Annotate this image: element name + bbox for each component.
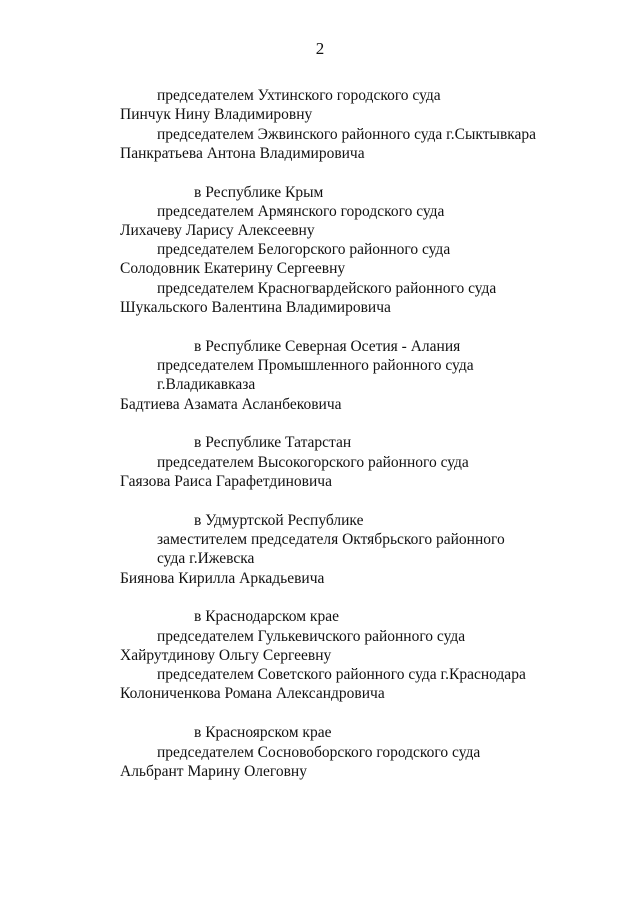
court-post-line: председателем Высокогорского районного суда: [157, 454, 469, 471]
court-post-line: председателем Гулькевичского районного суда: [157, 628, 466, 645]
appointee-name-line: Солодовник Екатерину Сергеевну: [120, 260, 346, 277]
court-post-line: г.Владикавказа: [157, 376, 256, 393]
court-post-line: председателем Армянского городского суда: [157, 203, 445, 220]
appointee-name-line: Хайрутдинову Ольгу Сергеевну: [120, 647, 332, 664]
region-heading: в Республике Северная Осетия - Алания: [194, 338, 461, 355]
court-post-line: председателем Белогорского районного суда: [157, 241, 451, 258]
region-heading: в Краснодарском крае: [194, 608, 339, 625]
appointee-name-line: Панкратьева Антона Владимировича: [120, 145, 365, 162]
appointee-name-line: Пинчук Нину Владимировну: [120, 106, 313, 123]
region-heading: в Республике Крым: [194, 184, 324, 201]
appointee-name-line: Альбрант Марину Олеговну: [120, 763, 307, 780]
region-heading: в Удмуртской Республике: [194, 512, 364, 529]
court-post-line: председателем Ухтинского городского суда: [157, 87, 441, 104]
region-heading: в Красноярском крае: [194, 724, 332, 741]
appointee-name-line: Шукальского Валентина Владимировича: [120, 299, 391, 316]
page-number: 2: [315, 39, 325, 58]
court-post-line: председателем Советского районного суда г.Краснодара: [157, 666, 526, 683]
court-post-line: председателем Красногвардейского районного суда: [157, 280, 497, 297]
appointee-name-line: Колониченкова Романа Александровича: [120, 685, 385, 702]
appointee-name-line: Гаязова Раиса Гарафетдиновича: [120, 473, 332, 490]
court-post-line: суда г.Ижевска: [157, 550, 255, 567]
appointee-name-line: Бадтиева Азамата Асланбековича: [120, 396, 342, 413]
court-post-line: председателем Сосновоборского городского суда: [157, 744, 481, 761]
appointee-name-line: Биянова Кирилла Аркадьевича: [120, 570, 325, 587]
court-post-line: заместителем председателя Октябрьского районного: [157, 531, 505, 548]
region-heading: в Республике Татарстан: [194, 434, 352, 451]
appointee-name-line: Лихачеву Ларису Алексеевну: [120, 222, 315, 239]
court-post-line: председателем Эжвинского районного суда г.Сыктывкара: [157, 126, 537, 143]
court-post-line: председателем Промышленного районного суда: [157, 357, 474, 374]
